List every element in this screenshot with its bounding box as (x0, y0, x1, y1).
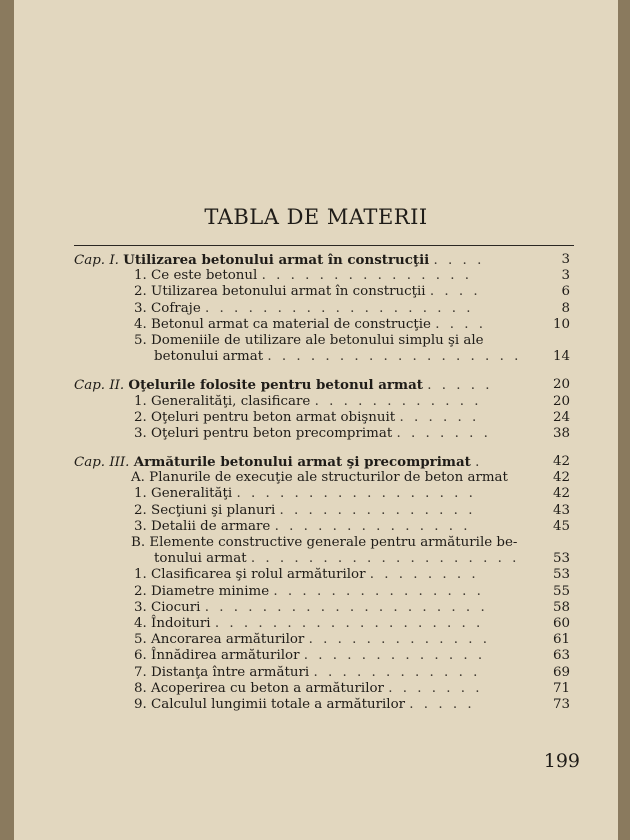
leader-dots: . . . . . . . . . . . . . . . . . . . (214, 615, 484, 631)
table-of-contents (14, 252, 618, 713)
entry-page-number: 71 (552, 680, 570, 696)
leader-dots: . . . . . . . . . . . . (313, 664, 481, 680)
entry-title: B. Elemente constructive generale pentru armăturile be- (131, 535, 518, 550)
toc-entry-text (134, 486, 476, 502)
toc-entry-text (74, 377, 493, 394)
toc-entry[interactable] (14, 681, 618, 697)
entry-title: 3. Cofraje (134, 300, 201, 316)
entry-page-number: 58 (552, 599, 570, 615)
entry-title: Oţelurile folosite pentru betonul armat (128, 377, 423, 394)
toc-entry-text (134, 665, 480, 681)
chapter-label: Cap. III. (74, 455, 130, 471)
toc-entry[interactable] (14, 616, 618, 632)
toc-entry[interactable] (14, 648, 618, 664)
leader-dots: . . . . . . . . . . . . . . (279, 502, 476, 518)
entry-title: 2. Utilizarea betonului armat în construcţii (134, 284, 426, 300)
toc-entry-text (134, 584, 484, 600)
toc-entry[interactable] (14, 551, 618, 567)
entry-title: 1. Generalităţi (134, 486, 233, 502)
entry-title: Utilizarea betonului armat în construcţii (123, 252, 430, 268)
leader-dots: . . . . . . . (396, 425, 491, 441)
toc-entry-text (134, 394, 482, 410)
entry-page-number: 8 (561, 300, 570, 316)
chapter-label: Cap. I. (74, 253, 119, 268)
toc-entry-text (134, 648, 485, 664)
toc-entry[interactable] (14, 503, 618, 519)
entry-page-number: 38 (552, 425, 570, 441)
entry-title: 7. Distanţa între armături (134, 664, 310, 680)
toc-chapter[interactable] (14, 252, 618, 268)
toc-entry-text (131, 535, 517, 551)
title-rule (74, 245, 574, 246)
toc-entry[interactable] (14, 486, 618, 502)
entry-title: betonului armat (154, 349, 264, 365)
entry-page-number: 42 (552, 470, 570, 486)
toc-entry-text (134, 697, 475, 713)
toc-entry-text (154, 349, 521, 365)
entry-title: A. Planurile de execuţie ale structurilor de beton armat (131, 470, 508, 486)
entry-title: 2. Diametre minime (134, 583, 270, 599)
entry-title: tonului armat (154, 551, 247, 567)
leader-dots: . . . . . (427, 378, 493, 394)
entry-page-number: 42 (552, 454, 570, 470)
entry-page-number: 61 (552, 632, 570, 648)
entry-page-number: 69 (552, 664, 570, 680)
toc-chapter[interactable] (14, 377, 618, 393)
leader-dots: . . . . . (409, 696, 475, 712)
entry-title: 2. Oţeluri pentru beton armat obişnuit (134, 409, 396, 425)
entry-title: 6. Înnădirea armăturilor (134, 648, 300, 664)
toc-chapter[interactable] (14, 454, 618, 470)
toc-entry[interactable] (14, 470, 618, 486)
toc-entry-text (134, 600, 488, 616)
leader-dots: . . . . . . . . . . . . . . . . . . . (250, 551, 520, 567)
entry-title: 1. Ce este betonul (134, 268, 258, 284)
entry-page-number: 55 (552, 583, 570, 599)
entry-title: 1. Generalităţi, clasificare (134, 393, 311, 409)
toc-entry[interactable] (14, 268, 618, 284)
entry-page-number: 6 (561, 284, 570, 300)
entry-page-number: 3 (561, 252, 570, 267)
toc-gap (14, 365, 618, 377)
toc-entry[interactable] (14, 301, 618, 317)
leader-dots: . . . . (433, 253, 485, 268)
toc-entry-text (134, 301, 474, 317)
toc-entry-text (134, 567, 479, 583)
toc-entry[interactable] (14, 284, 618, 300)
toc-entry-text (134, 410, 479, 426)
entry-page-number: 20 (552, 393, 570, 409)
entry-page-number: 20 (552, 377, 570, 393)
toc-entry[interactable] (14, 567, 618, 583)
toc-entry[interactable] (14, 317, 618, 333)
toc-entry[interactable] (14, 665, 618, 681)
book-page (14, 0, 618, 840)
toc-entry-text (134, 426, 491, 442)
leader-dots: . . . . . . . . (369, 567, 479, 583)
entry-title: 2. Secţiuni şi planuri (134, 502, 276, 518)
entry-page-number: 10 (552, 316, 570, 332)
entry-page-number: 3 (561, 268, 570, 284)
entry-page-number: 45 (552, 518, 570, 534)
leader-dots: . . . . . . . . . . . . (314, 393, 482, 409)
toc-entry-text (134, 681, 483, 697)
entry-page-number: 14 (552, 349, 570, 365)
entry-title: 9. Calculul lungimii totale a armăturilor (134, 696, 406, 712)
entry-title: 4. Betonul armat ca material de construcţie (134, 316, 431, 332)
entry-title: 3. Oţeluri pentru beton precomprimat (134, 425, 393, 441)
toc-entry-text (134, 333, 484, 349)
entry-title: 8. Acoperirea cu beton a armăturilor (134, 680, 384, 696)
toc-entry-text (74, 454, 482, 471)
leader-dots: . . . . . . . . . . . . . . . . . (236, 486, 476, 502)
toc-entry-text (134, 284, 481, 300)
leader-dots: . . . . . . . . . . . . . (303, 648, 486, 664)
entry-page-number: 42 (552, 486, 570, 502)
page-number: 199 (543, 750, 580, 772)
entry-title: 3. Detalii de armare (134, 518, 271, 534)
toc-entry-text (74, 252, 484, 269)
toc-entry-text (134, 519, 471, 535)
page-title: TABLA DE MATERII (204, 205, 428, 229)
toc-entry[interactable] (14, 410, 618, 426)
toc-entry[interactable] (14, 349, 618, 365)
entry-page-number: 60 (552, 615, 570, 631)
leader-dots: . . . . . . . . . . . . . . . (273, 583, 484, 599)
leader-dots: . . . . . . . . . . . . . (308, 632, 491, 648)
entry-page-number: 63 (552, 648, 570, 664)
toc-entry[interactable] (14, 394, 618, 410)
leader-dots: . . . . . . . . . . . . . . . . . . (267, 349, 522, 365)
entry-page-number: 53 (552, 551, 570, 567)
chapter-label: Cap. II. (74, 378, 125, 394)
entry-title: 3. Ciocuri (134, 599, 201, 615)
leader-dots: . . . . . . . . . . . . . . . (261, 268, 473, 284)
leader-dots: . . . . . . (399, 409, 480, 425)
toc-entry[interactable] (14, 519, 618, 535)
entry-page-number: 24 (552, 409, 570, 425)
toc-entry[interactable] (14, 697, 618, 713)
toc-gap (14, 442, 618, 454)
toc-entry[interactable] (14, 584, 618, 600)
toc-entry[interactable] (14, 426, 618, 442)
leader-dots: . . . . (429, 284, 481, 300)
toc-entry-text (134, 268, 472, 284)
leader-dots: . . . . . . . (388, 680, 483, 696)
toc-entry[interactable] (14, 632, 618, 648)
leader-dots: . (475, 455, 483, 471)
toc-entry-text (154, 551, 519, 567)
leader-dots: . . . . . . . . . . . . . . . . . . . (205, 300, 474, 316)
toc-entry[interactable] (14, 535, 618, 551)
toc-entry[interactable] (14, 333, 618, 349)
leader-dots: . . . . (435, 316, 487, 332)
toc-entry-text (131, 470, 508, 486)
entry-title: 1. Clasificarea şi rolul armăturilor (134, 567, 366, 583)
entry-title: 4. Îndoituri (134, 615, 211, 631)
entry-title: 5. Domeniile de utilizare ale betonului simplu şi ale (134, 332, 484, 348)
entry-page-number: 43 (552, 502, 570, 518)
entry-page-number: 73 (552, 696, 570, 712)
toc-entry-text (134, 632, 490, 648)
leader-dots: . . . . . . . . . . . . . . (274, 518, 471, 534)
toc-entry[interactable] (14, 600, 618, 616)
leader-dots: . . . . . . . . . . . . . . . . . . . . (204, 599, 488, 615)
entry-title: Armăturile betonului armat şi precomprimat (133, 454, 471, 471)
entry-page-number: 53 (552, 567, 570, 583)
toc-entry-text (134, 616, 483, 632)
entry-title: 5. Ancorarea armăturilor (134, 632, 305, 648)
toc-entry-text (134, 317, 486, 333)
toc-entry-text (134, 503, 475, 519)
